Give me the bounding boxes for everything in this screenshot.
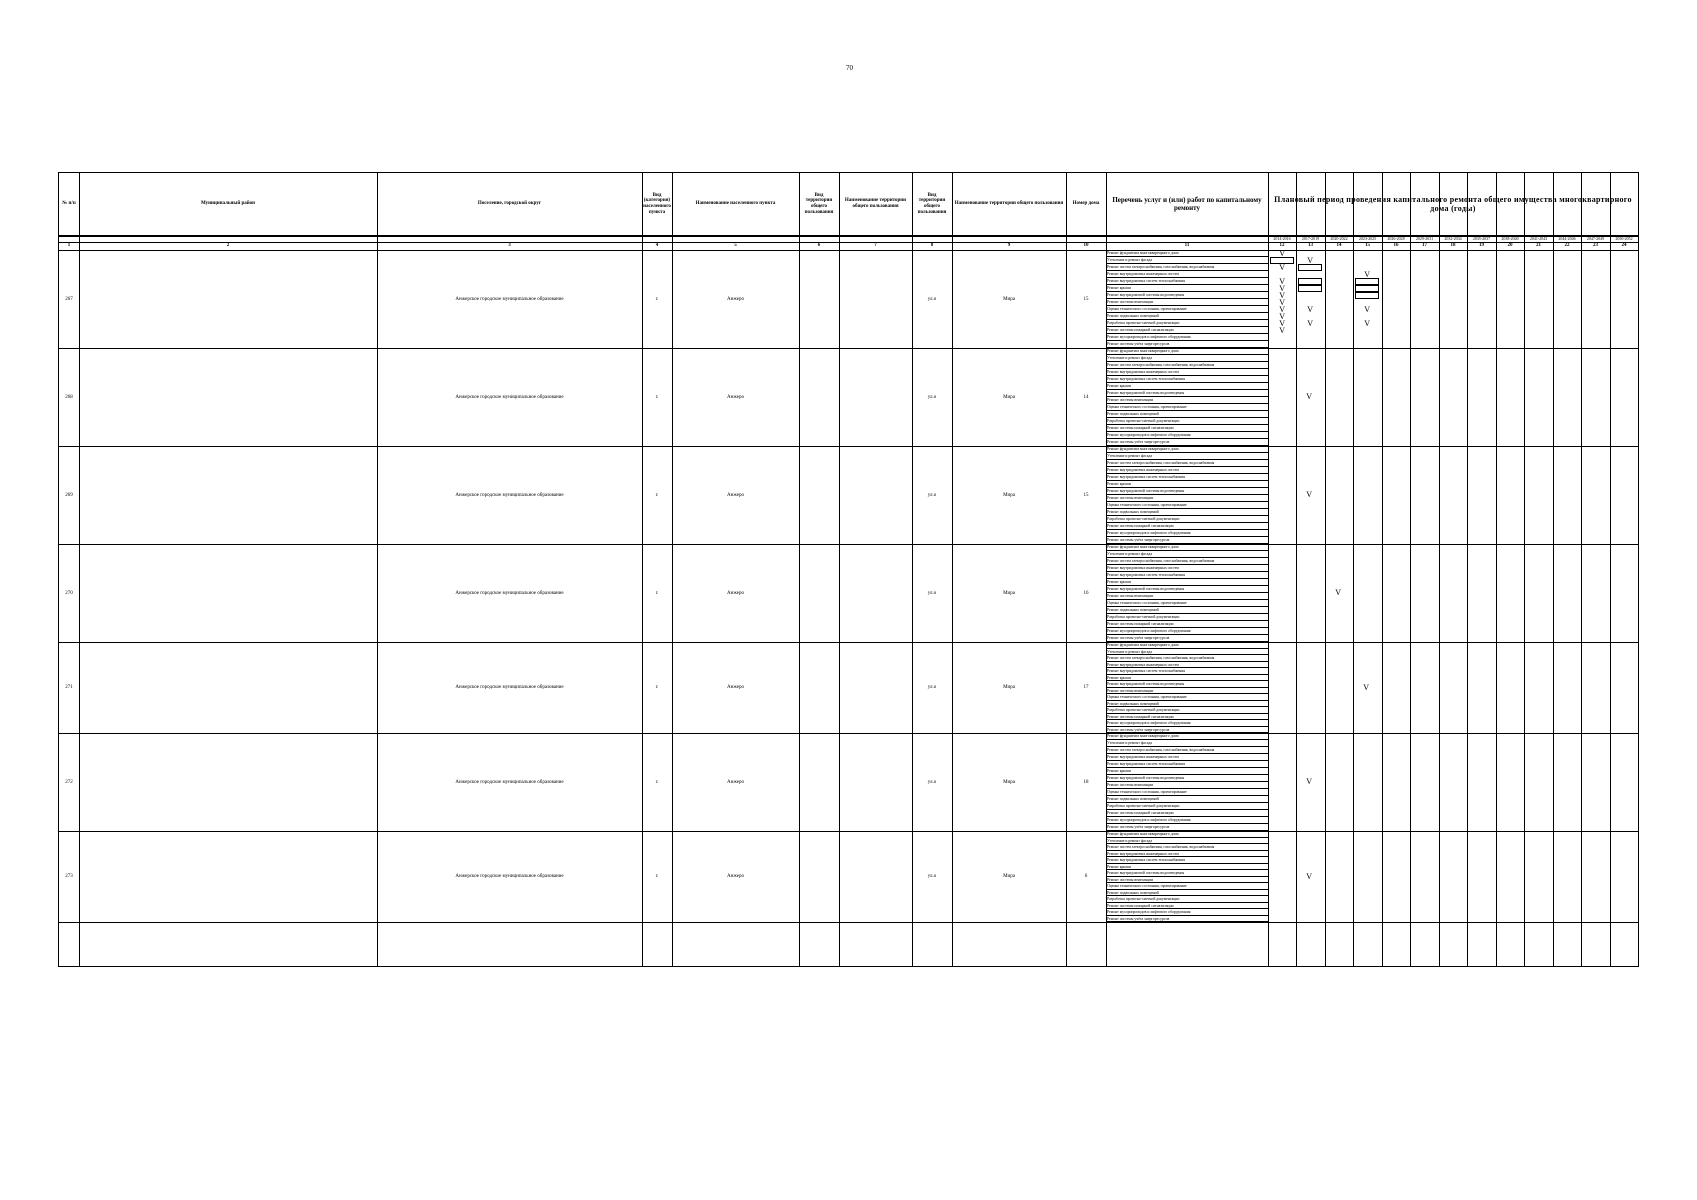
- v-mark: V: [1306, 490, 1312, 499]
- work-item: Ремонт мусоропроводов и лифтового оборудования: [1106, 909, 1268, 916]
- work-item: Ремонт крыши: [1106, 864, 1268, 871]
- v-mark: V: [1279, 319, 1285, 328]
- column-divider: [1439, 173, 1440, 966]
- work-item: Ремонт фундамента многоквартирного дома: [1106, 733, 1268, 740]
- work-item: Оценка технического состояния, проектирование: [1106, 502, 1268, 509]
- work-item: Разработка проектно-сметной документации: [1106, 896, 1268, 903]
- house-cell: 6: [1084, 874, 1088, 879]
- column-divider: [1610, 173, 1611, 966]
- work-item: Утепление и ремонт фасада: [1106, 355, 1268, 362]
- work-item: Ремонт системы вентиляции: [1106, 299, 1268, 306]
- header-settlement: Поселение, городской округ: [477, 201, 542, 207]
- house-cell: 15: [1083, 492, 1089, 498]
- empty-check-cell: [1298, 285, 1322, 292]
- v-mark: V: [1364, 319, 1370, 328]
- work-item: Ремонт внутридомовой системы водоотведения: [1106, 390, 1268, 397]
- work-item: Ремонт фундамента многоквартирного дома: [1106, 831, 1268, 838]
- works-list: [1106, 733, 1268, 831]
- v-mark: V: [1306, 392, 1312, 401]
- v-mark: V: [1306, 871, 1312, 881]
- column-number: 2: [226, 243, 230, 248]
- work-item: Ремонт внутридомовых систем теплоснабжения: [1106, 572, 1268, 579]
- empty-check-cell: [1355, 292, 1379, 299]
- work-item: Ремонт внутридомовых систем теплоснабжения: [1106, 761, 1268, 768]
- row-divider: [59, 831, 1638, 832]
- street-name-cell: Мира: [1003, 590, 1015, 596]
- year-label: 2032-2034: [1444, 236, 1462, 241]
- header-period: Плановый период проведения капитального ремонта общего имущества многоквартирного дома (годы): [1274, 194, 1632, 213]
- column-number: 18: [1450, 243, 1456, 248]
- work-item: Ремонт систем электроснабжения, газоснабжения, водоснабжения: [1106, 558, 1268, 565]
- work-item: Ремонт системы пожарной сигнализации: [1106, 810, 1268, 817]
- column-divider: [1296, 173, 1297, 966]
- works-list: [1106, 544, 1268, 642]
- column-number: 1: [67, 243, 71, 248]
- locality-type-cell: г.: [655, 492, 659, 498]
- year-label: 2044-2046: [1558, 236, 1576, 241]
- work-item: Утепление и ремонт фасада: [1106, 740, 1268, 747]
- work-item: Ремонт подвальных помещений: [1106, 796, 1268, 803]
- work-item: Ремонт крыши: [1106, 285, 1268, 292]
- locality-type-cell: г.: [655, 685, 659, 690]
- column-number: 5: [734, 243, 737, 248]
- locality-type-cell: г.: [655, 394, 659, 400]
- work-item: Ремонт систем электроснабжения, газоснабжения, водоснабжения: [1106, 264, 1268, 271]
- v-mark: V: [1307, 256, 1313, 265]
- work-item: Ремонт системы пожарной сигнализации: [1106, 523, 1268, 530]
- column-divider: [1382, 173, 1383, 966]
- column-number: 11: [1184, 243, 1190, 248]
- year-label: 2020-2022: [1330, 236, 1348, 241]
- v-mark: V: [1335, 588, 1341, 597]
- header-element-name: Наименование территории общего пользования: [954, 201, 1064, 207]
- works-list: [1106, 250, 1268, 348]
- street-type-cell: ул.о: [927, 394, 937, 400]
- work-item: Ремонт внутридомовых систем теплоснабжения: [1106, 474, 1268, 481]
- empty-check-cell: [1355, 285, 1379, 292]
- column-divider: [1325, 173, 1326, 966]
- street-type-cell: ул.о: [927, 296, 937, 302]
- work-item: Ремонт внутридомовых инженерных систем: [1106, 754, 1268, 761]
- column-divider: [1524, 173, 1525, 966]
- work-item: Ремонт мусоропроводов и лифтового оборудования: [1106, 720, 1268, 727]
- work-item: Ремонт внутридомовых инженерных систем: [1106, 662, 1268, 669]
- column-divider: [799, 173, 800, 966]
- year-label: 2014-2016: [1273, 236, 1291, 241]
- work-item: Оценка технического состояния, проектирование: [1106, 789, 1268, 796]
- column-number: 16: [1393, 243, 1399, 248]
- work-item: Ремонт крыши: [1106, 481, 1268, 488]
- work-item: Ремонт подвальных помещений: [1106, 411, 1268, 418]
- work-item: Утепление и ремонт фасада: [1106, 649, 1268, 656]
- work-item: Ремонт внутридомовой системы водоотведения: [1106, 681, 1268, 688]
- v-mark: V: [1279, 326, 1285, 335]
- column-number: 12: [1279, 243, 1285, 248]
- work-item: Ремонт систем электроснабжения, газоснабжения, водоснабжения: [1106, 655, 1268, 662]
- street-type-cell: ул.о: [927, 874, 937, 879]
- street-name-cell: Мира: [1003, 874, 1015, 879]
- column-divider: [1353, 173, 1354, 966]
- street-name-cell: Мира: [1003, 296, 1015, 302]
- v-mark: V: [1307, 305, 1313, 314]
- column-number: 17: [1422, 243, 1427, 248]
- work-item: Ремонт крыши: [1106, 675, 1268, 682]
- work-item: Оценка технического состояния, проектирование: [1106, 694, 1268, 701]
- work-item: Ремонт системы пожарной сигнализации: [1106, 903, 1268, 910]
- work-item: Ремонт подвальных помещений: [1106, 607, 1268, 614]
- work-item: Ремонт системы учёта энергоресурсов: [1106, 537, 1268, 544]
- v-mark: V: [1279, 312, 1285, 321]
- v-mark: V: [1279, 277, 1285, 286]
- column-number: 13: [1308, 243, 1313, 248]
- street-name-cell: Мира: [1003, 394, 1015, 400]
- work-item: Ремонт системы пожарной сигнализации: [1106, 327, 1268, 334]
- work-item: Ремонт фундамента многоквартирного дома: [1106, 250, 1268, 257]
- work-item: Ремонт подвальных помещений: [1106, 509, 1268, 516]
- column-divider: [839, 173, 840, 966]
- locality-name-cell: Анжеро: [727, 779, 744, 785]
- work-item: Разработка проектно-сметной документации: [1106, 320, 1268, 327]
- work-item: Ремонт подвальных помещений: [1106, 890, 1268, 897]
- v-mark: V: [1279, 298, 1285, 307]
- v-mark: V: [1279, 249, 1285, 258]
- house-cell: 17: [1083, 685, 1089, 690]
- works-list: [1106, 348, 1268, 446]
- row-number: 267: [65, 296, 73, 302]
- row-divider: [59, 446, 1638, 447]
- work-item: Ремонт внутридомовой системы водоотведения: [1106, 775, 1268, 782]
- header-district: Муниципальный район: [200, 201, 255, 207]
- work-item: Утепление и ремонт фасада: [1106, 257, 1268, 264]
- column-number: 14: [1336, 243, 1342, 248]
- column-number: 10: [1083, 243, 1089, 248]
- column-divider: [1467, 173, 1468, 966]
- work-item: Ремонт системы вентиляции: [1106, 495, 1268, 502]
- v-mark: V: [1279, 305, 1285, 314]
- column-number: 21: [1536, 243, 1541, 248]
- work-item: Ремонт системы учёта энергоресурсов: [1106, 727, 1268, 734]
- house-cell: 18: [1083, 779, 1089, 785]
- work-item: Оценка технического состояния, проектирование: [1106, 883, 1268, 890]
- year-label: 2023-2025: [1358, 236, 1377, 241]
- header-element-type: Вид территории общего пользования: [917, 192, 947, 215]
- year-label: 2035-2037: [1472, 236, 1491, 241]
- work-item: Ремонт внутридомовых инженерных систем: [1106, 369, 1268, 376]
- work-item: Ремонт внутридомовых инженерных систем: [1106, 467, 1268, 474]
- locality-name-cell: Анжеро: [727, 296, 744, 302]
- work-item: Ремонт систем электроснабжения, газоснабжения, водоснабжения: [1106, 362, 1268, 369]
- work-item: Ремонт внутридомовых систем теплоснабжения: [1106, 857, 1268, 864]
- work-item: Ремонт внутридомовых систем теплоснабжения: [1106, 376, 1268, 383]
- work-item: Разработка проектно-сметной документации: [1106, 614, 1268, 621]
- header-locality-name: Наименование населенного пункта: [695, 201, 776, 207]
- v-mark: V: [1279, 284, 1285, 293]
- work-item: Ремонт внутридомовых систем теплоснабжения: [1106, 278, 1268, 285]
- work-item: Ремонт крыши: [1106, 768, 1268, 775]
- work-item: Ремонт подвальных помещений: [1106, 701, 1268, 708]
- settlement-cell: Анжерское городское муниципальное образование: [455, 874, 564, 879]
- street-type-cell: ул.о: [927, 492, 937, 498]
- column-divider: [1268, 173, 1269, 966]
- column-number: 8: [930, 243, 934, 248]
- column-divider: [1496, 173, 1497, 966]
- row-divider: [59, 733, 1638, 734]
- year-label: 2017-2019: [1301, 236, 1320, 241]
- locality-name-cell: Анжеро: [727, 685, 744, 690]
- header-num: № п/п: [62, 201, 76, 207]
- work-item: Ремонт мусоропроводов и лифтового оборудования: [1106, 530, 1268, 537]
- settlement-cell: Анжерское городское муниципальное образование: [455, 590, 564, 596]
- locality-name-cell: Анжеро: [727, 394, 744, 400]
- column-number: 22: [1564, 243, 1570, 248]
- year-label: 2029-2031: [1415, 236, 1434, 241]
- work-item: Ремонт мусоропроводов и лифтового оборудования: [1106, 817, 1268, 824]
- settlement-cell: Анжерское городское муниципальное образование: [455, 685, 564, 690]
- empty-check-cell: [1355, 278, 1379, 285]
- v-mark: V: [1364, 305, 1370, 314]
- work-item: Разработка проектно-сметной документации: [1106, 516, 1268, 523]
- year-label: 2047-2049: [1586, 236, 1605, 241]
- work-item: Ремонт внутридомовых инженерных систем: [1106, 565, 1268, 572]
- header-territory-name: Наименование территории общего пользования: [844, 198, 907, 209]
- work-item: Ремонт фундамента многоквартирного дома: [1106, 544, 1268, 551]
- page-number: 70: [846, 64, 853, 72]
- work-item: Оценка технического состояния, проектирование: [1106, 306, 1268, 313]
- work-item: Ремонт системы вентиляции: [1106, 782, 1268, 789]
- street-name-cell: Мира: [1003, 492, 1015, 498]
- locality-type-cell: г.: [655, 779, 659, 785]
- work-item: Ремонт систем электроснабжения, газоснабжения, водоснабжения: [1106, 460, 1268, 467]
- work-item: Ремонт системы вентиляции: [1106, 593, 1268, 600]
- row-divider: [59, 922, 1638, 923]
- work-item: Ремонт внутридомовой системы водоотведения: [1106, 488, 1268, 495]
- header-locality-type: Вид (категория) населенного пункта: [643, 192, 671, 215]
- column-number: 23: [1593, 243, 1598, 248]
- work-item: Утепление и ремонт фасада: [1106, 551, 1268, 558]
- column-divider: [79, 173, 80, 966]
- work-item: Ремонт систем электроснабжения, газоснабжения, водоснабжения: [1106, 844, 1268, 851]
- locality-name-cell: Анжеро: [727, 590, 744, 596]
- street-type-cell: ул.о: [927, 590, 937, 596]
- column-number: 3: [508, 243, 511, 248]
- header-territory-type: Вид территории общего пользования: [804, 192, 834, 215]
- row-number: 271: [65, 685, 73, 690]
- work-item: Ремонт подвальных помещений: [1106, 313, 1268, 320]
- work-item: Ремонт фундамента многоквартирного дома: [1106, 348, 1268, 355]
- work-item: Ремонт мусоропроводов и лифтового оборудования: [1106, 432, 1268, 439]
- work-item: Ремонт системы вентиляции: [1106, 877, 1268, 884]
- row-number: 273: [65, 874, 73, 879]
- work-item: Оценка технического состояния, проектирование: [1106, 404, 1268, 411]
- column-number: 6: [817, 243, 821, 248]
- work-item: Утепление и ремонт фасада: [1106, 838, 1268, 845]
- column-number: 19: [1479, 243, 1484, 248]
- row-number: 268: [65, 394, 73, 400]
- work-item: Ремонт фундамента многоквартирного дома: [1106, 446, 1268, 453]
- work-item: Ремонт внутридомовой системы водоотведения: [1106, 586, 1268, 593]
- v-mark: V: [1306, 777, 1312, 786]
- work-item: Ремонт системы вентиляции: [1106, 397, 1268, 404]
- column-divider: [1410, 173, 1411, 966]
- header-works: Перечень услуг и (или) работ по капитальному ремонту: [1112, 195, 1262, 212]
- column-number: 20: [1507, 243, 1513, 248]
- column-number: 7: [874, 243, 877, 248]
- locality-type-cell: г.: [655, 590, 659, 596]
- work-item: Разработка проектно-сметной документации: [1106, 707, 1268, 714]
- column-number: 24: [1621, 243, 1627, 248]
- v-mark: V: [1279, 263, 1285, 272]
- work-item: Ремонт фундамента многоквартирного дома: [1106, 642, 1268, 649]
- settlement-cell: Анжерское городское муниципальное образование: [455, 779, 564, 785]
- empty-check-cell: [1270, 257, 1294, 264]
- column-number: 15: [1365, 243, 1370, 248]
- work-item: Ремонт мусоропроводов и лифтового оборудования: [1106, 628, 1268, 635]
- work-item: Ремонт внутридомовых инженерных систем: [1106, 851, 1268, 858]
- work-item: Оценка технического состояния, проектирование: [1106, 600, 1268, 607]
- work-item: Ремонт системы учёта энергоресурсов: [1106, 439, 1268, 446]
- v-mark: V: [1307, 319, 1313, 328]
- year-label: 2050-2052: [1615, 236, 1633, 241]
- works-list: [1106, 642, 1268, 733]
- work-item: Ремонт системы пожарной сигнализации: [1106, 425, 1268, 432]
- work-item: Ремонт системы учёта энергоресурсов: [1106, 824, 1268, 831]
- work-item: Ремонт внутридомовой системы водоотведения: [1106, 870, 1268, 877]
- colnum-divider: [59, 250, 1638, 251]
- row-number: 269: [65, 492, 73, 498]
- house-cell: 16: [1083, 590, 1089, 596]
- settlement-cell: Анжерское городское муниципальное образование: [455, 296, 564, 302]
- work-item: Ремонт системы учёта энергоресурсов: [1106, 916, 1268, 923]
- year-label: 2038-2040: [1501, 236, 1519, 241]
- column-number: 4: [655, 243, 659, 248]
- row-number: 270: [65, 590, 73, 596]
- work-item: Утепление и ремонт фасада: [1106, 453, 1268, 460]
- locality-name-cell: Анжеро: [727, 492, 744, 498]
- empty-check-cell: [1298, 264, 1322, 271]
- year-label: 2041-2043: [1529, 236, 1548, 241]
- v-mark: V: [1363, 682, 1369, 692]
- work-item: Ремонт системы пожарной сигнализации: [1106, 621, 1268, 628]
- row-divider: [59, 544, 1638, 545]
- row-divider: [59, 348, 1638, 349]
- street-type-cell: ул.о: [927, 779, 937, 785]
- house-cell: 14: [1083, 394, 1089, 400]
- column-number: 9: [1007, 243, 1011, 248]
- work-item: Разработка проектно-сметной документации: [1106, 803, 1268, 810]
- street-name-cell: Мира: [1003, 685, 1015, 690]
- work-item: Ремонт внутридомовых систем теплоснабжения: [1106, 668, 1268, 675]
- row-number: 272: [65, 779, 73, 785]
- work-item: Ремонт крыши: [1106, 383, 1268, 390]
- work-item: Ремонт системы пожарной сигнализации: [1106, 714, 1268, 721]
- work-item: Ремонт мусоропроводов и лифтового оборудования: [1106, 334, 1268, 341]
- work-item: Разработка проектно-сметной документации: [1106, 418, 1268, 425]
- work-item: Ремонт системы учёта энергоресурсов: [1106, 341, 1268, 348]
- settlement-cell: Анжерское городское муниципальное образование: [455, 492, 564, 498]
- house-cell: 15: [1083, 296, 1089, 302]
- works-list: [1106, 446, 1268, 544]
- street-name-cell: Мира: [1003, 779, 1015, 785]
- work-item: Ремонт систем электроснабжения, газоснабжения, водоснабжения: [1106, 747, 1268, 754]
- v-mark: V: [1279, 291, 1285, 300]
- works-list: [1106, 831, 1268, 922]
- locality-type-cell: г.: [655, 296, 659, 302]
- v-mark: V: [1364, 270, 1370, 279]
- column-divider: [1553, 173, 1554, 966]
- empty-check-cell: [1298, 278, 1322, 285]
- work-item: Ремонт внутридомовых инженерных систем: [1106, 271, 1268, 278]
- header-house: Номер дома: [1072, 201, 1100, 207]
- row-divider: [59, 642, 1638, 643]
- capital-repair-table: [58, 172, 1639, 967]
- work-item: Ремонт крыши: [1106, 579, 1268, 586]
- work-item: Ремонт внутридомовой системы водоотведения: [1106, 292, 1268, 299]
- locality-type-cell: г.: [655, 874, 659, 879]
- locality-name-cell: Анжеро: [727, 874, 744, 879]
- street-type-cell: ул.о: [927, 685, 937, 690]
- work-item: Ремонт системы вентиляции: [1106, 688, 1268, 695]
- column-divider: [1581, 173, 1582, 966]
- year-label: 2026-2028: [1387, 236, 1405, 241]
- settlement-cell: Анжерское городское муниципальное образование: [455, 394, 564, 400]
- work-item: Ремонт системы учёта энергоресурсов: [1106, 635, 1268, 642]
